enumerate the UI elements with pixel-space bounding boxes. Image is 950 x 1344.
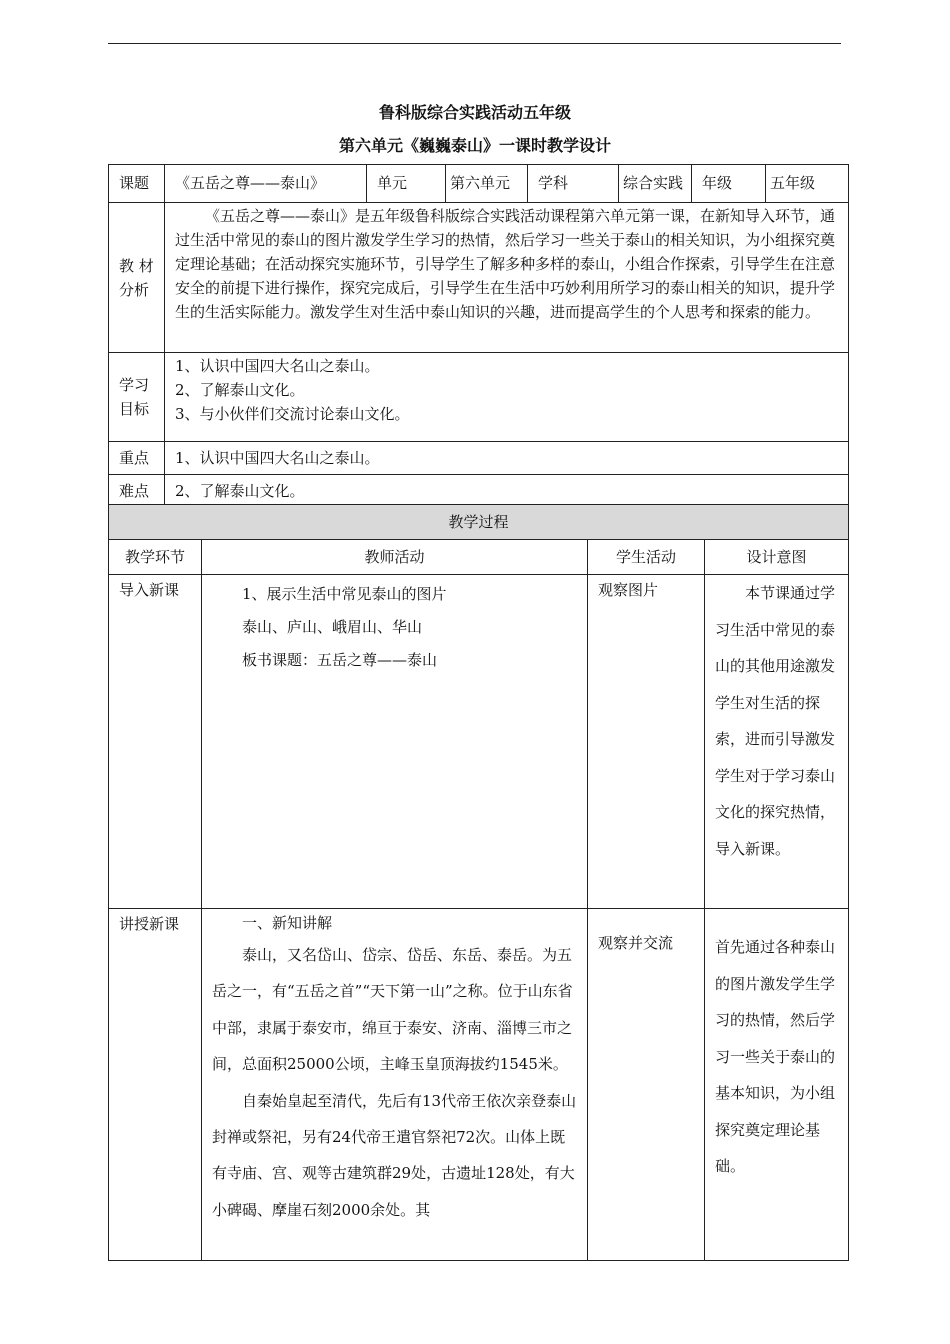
info-row (109, 165, 849, 203)
subject-label: 学科 (528, 165, 619, 203)
process-title: 教学过程 (109, 505, 849, 540)
difficulty-row (109, 475, 849, 508)
difficulty-text: 2、了解泰山文化。 (165, 475, 849, 508)
analysis-label (109, 203, 165, 353)
intro-teacher-line: 板书课题：五岳之尊——泰山 (242, 651, 438, 669)
goals-label-line1: 学习 (119, 376, 150, 394)
process-header-row (109, 540, 849, 575)
analysis-row (109, 203, 849, 353)
goals-label (109, 353, 165, 442)
goal-item: 1、认识中国四大名山之泰山。 (175, 357, 380, 375)
intro-teacher-line: 泰山、庐山、峨眉山、华山 (242, 618, 423, 636)
intro-teacher-line: 1、展示生活中常见泰山的图片 (242, 585, 447, 603)
lecture-paragraph: 自秦始皇起至清代，先后有13代帝王依次亲登泰山封禅或祭祀，另有24代帝王遣官祭祀72次。山体上既有寺庙、宫、观等古建筑群29处，古遗址128处，有大小碑碣、摩崖石刻2000余处。其 (212, 1091, 577, 1219)
analysis-label-line1: 教 材 (119, 256, 154, 275)
goal-item: 2、了解泰山文化。 (175, 381, 305, 399)
analysis-label-line2: 分析 (119, 280, 150, 299)
lecture-teacher (202, 909, 588, 1261)
key-point-label: 重点 (109, 442, 165, 475)
goals-label-line2: 目标 (119, 400, 150, 418)
goals-list (165, 353, 849, 442)
intro-intent-cell (705, 575, 849, 909)
header-teacher: 教师活动 (202, 540, 588, 575)
unit-value: 第六单元 (446, 165, 528, 203)
topic-value: 《五岳之尊——泰山》 (165, 165, 367, 203)
intro-intent: 本节课通过学习生活中常见的泰山的其他用途激发学生对生活的探索，进而引导激发学生对于学习泰山文化的探究热情，导入新课。 (715, 584, 836, 858)
document-subtitle: 第六单元《巍巍泰山》一课时教学设计 (338, 136, 611, 155)
lecture-row (109, 909, 849, 1261)
subject-value: 综合实践 (619, 165, 692, 203)
overview-table (108, 164, 849, 508)
header-stage: 教学环节 (109, 540, 202, 575)
document-title: 鲁科版综合实践活动五年级 (378, 103, 571, 122)
goals-row (109, 353, 849, 442)
lecture-student: 观察并交流 (588, 909, 705, 1261)
lecture-paragraph: 泰山，又名岱山、岱宗、岱岳、东岳、泰岳。为五岳之一，有“五岳之首”“天下第一山”之称。位于山东省中部，隶属于泰安市，绵亘于泰安、济南、淄博三市之间，总面积25000公顷，主峰玉皇顶海拔约1545米。 (212, 946, 573, 1074)
key-point-text: 1、认识中国四大名山之泰山。 (165, 442, 849, 475)
grade-label: 年级 (692, 165, 766, 203)
header-student: 学生活动 (588, 540, 705, 575)
key-point-row (109, 442, 849, 475)
lecture-intent: 首先通过各种泰山的图片激发学生学习的热情，然后学习一些关于泰山的基本知识，为小组探究奠定理论基础。 (705, 909, 849, 1261)
difficulty-label: 难点 (109, 475, 165, 508)
process-table (108, 504, 849, 1261)
goal-item: 3、与小伙伴们交流讨论泰山文化。 (175, 405, 410, 423)
header-rule (108, 43, 841, 44)
intro-stage: 导入新课 (109, 575, 202, 909)
process-title-row (109, 505, 849, 540)
topic-label: 课题 (109, 165, 165, 203)
lecture-stage: 讲授新课 (109, 909, 202, 1261)
grade-value: 五年级 (766, 165, 849, 203)
intro-teacher (202, 575, 588, 909)
unit-label: 单元 (367, 165, 446, 203)
intro-row (109, 575, 849, 909)
lecture-heading: 一、新知讲解 (242, 914, 333, 932)
intro-student: 观察图片 (588, 575, 705, 909)
header-intent: 设计意图 (705, 540, 849, 575)
analysis-text-cell (165, 203, 849, 353)
analysis-text: 《五岳之尊——泰山》是五年级鲁科版综合实践活动课程第六单元第一课，在新知导入环节，通过生活中常见的泰山的图片激发学生学习的热情，然后学习一些关于泰山的相关知识，为小组探究奠定理论基础；在活动探究实施环节，引导学生了解多种多样的泰山，小组合作探索，引导学生在注意安全的前提下进行操作，探究完成后，引导学生在生活中巧妙利用所学习的泰山相关的知识，提升学生的生活实际能力。激发学生对生活中泰山知识的兴趣，进而提高学生的个人思考和探索的能力。 (175, 207, 836, 321)
